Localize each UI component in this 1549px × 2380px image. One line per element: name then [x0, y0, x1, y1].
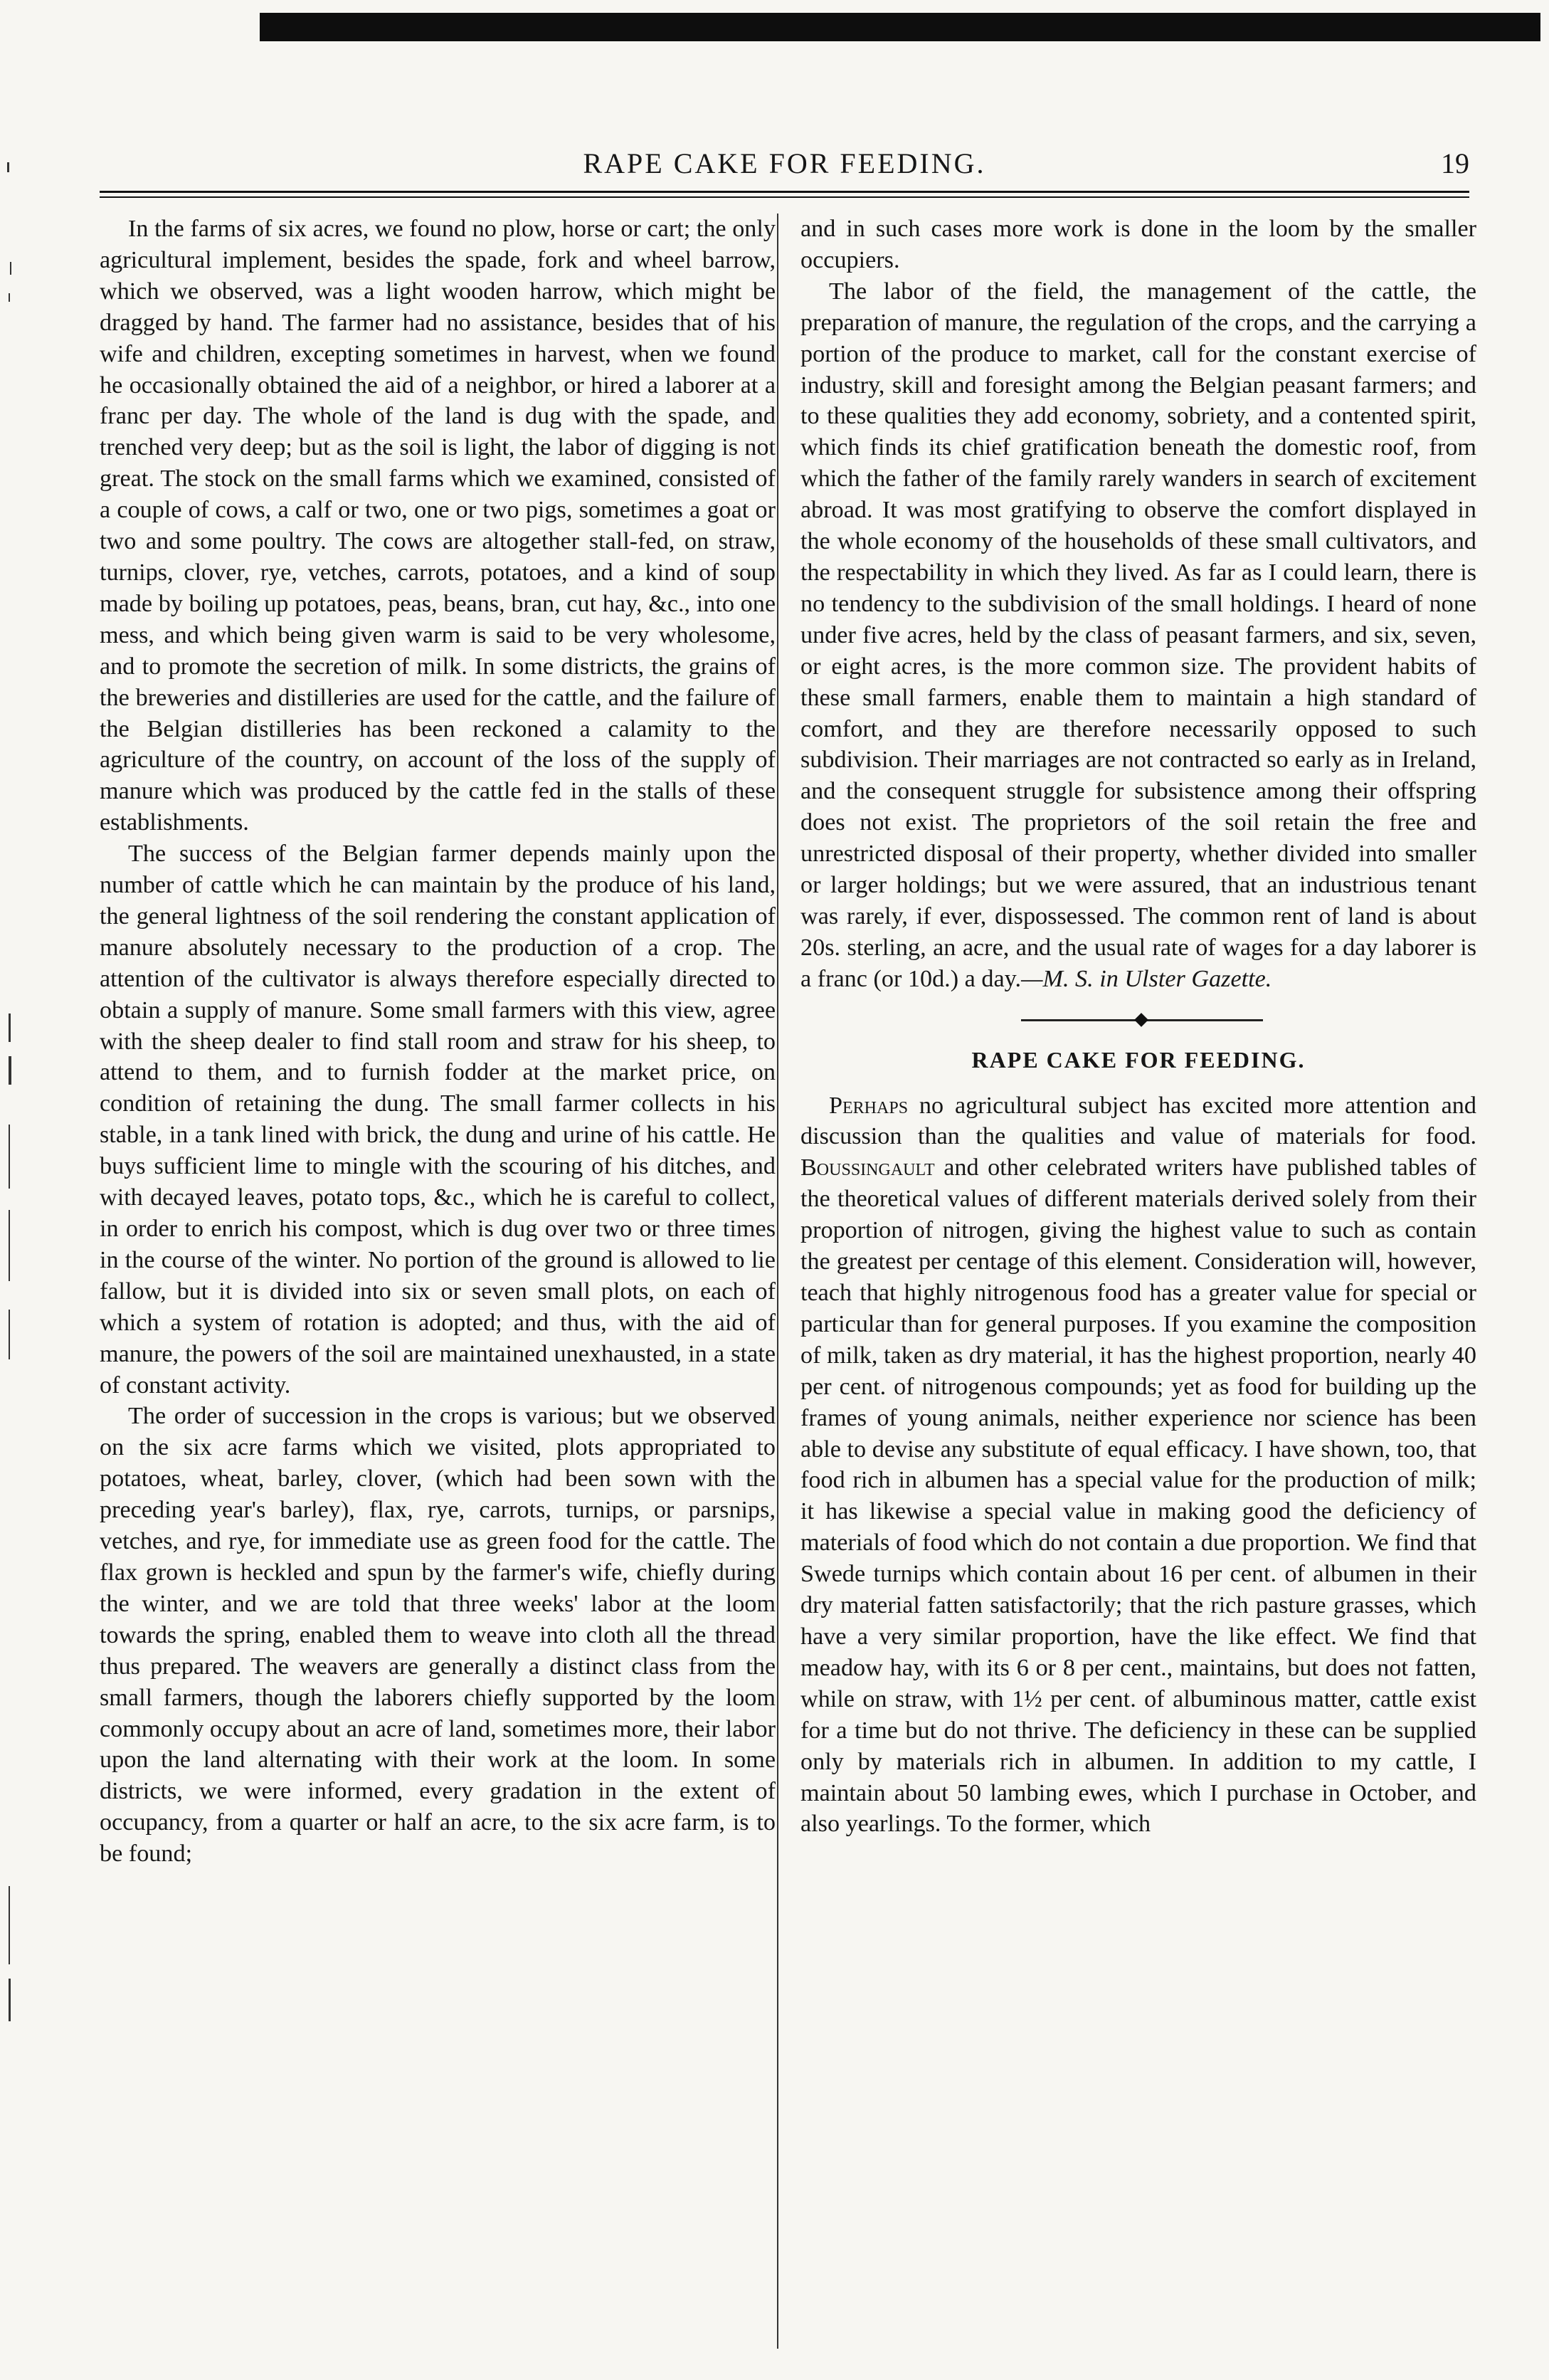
margin-marks	[0, 0, 57, 2380]
paragraph-text: and other celebrated writers have published tables of the theoretical values of different materials derived solely from their proportion of nitrogen, giving the highest value to such as contain the greatest per centage of this element. Consideration will, however, teach that highly nitrogenous food has a greater value for special or particular than for general purposes. If you examine the composition of milk, taken as dry material, it has the highest proportion, nearly 40 per cent. of nitrogenous compounds; yet as food for building up the frames of young animals, neither experience nor science has been able to devise any substitute of equal efficacy. I have shown, too, that food rich in albumen has a special value for the production of milk; it has likewise a special value in making good the deficiency of materials of food which do not contain a due proportion. We find that Swede turnips which contain about 16 per cent. of albumen in their dry material fatten satisfactorily; that the rich pasture grasses, which have a very similar proportion, have the like effect. We find that meadow hay, with its 6 or 8 per cent., maintains, but does not fatten, while on straw, with 1½ per cent. of albuminous matter, cattle exist for a time but do not thrive. The deficiency in these can be supplied only by materials rich in albumen. In addition to my cattle, I maintain about 50 lambing ewes, which I purchase in October, and also yearlings. To the former, which	[800, 1154, 1476, 1838]
drop-word: Perhaps	[829, 1092, 909, 1119]
margin-mark	[9, 1056, 11, 1085]
head-rule-thin	[100, 196, 1469, 198]
page-number: 19	[1441, 147, 1469, 179]
paragraph-text: no agricultural subject has excited more attention and discussion than the qualities and value of materials for food.	[800, 1092, 1476, 1150]
margin-mark	[9, 1310, 10, 1359]
paragraph-continuation: and in such cases more work is done in the loom by the smaller occupiers.	[800, 216, 1476, 273]
margin-mark	[10, 262, 11, 275]
column-divider	[777, 214, 778, 2349]
margin-mark	[9, 1979, 11, 2021]
paragraph	[800, 276, 1476, 995]
top-border-bar	[260, 13, 1540, 41]
ornament-diamond	[1134, 1013, 1148, 1027]
margin-mark	[7, 162, 9, 172]
margin-mark	[9, 1125, 10, 1189]
margin-mark	[9, 1210, 10, 1281]
running-title: RAPE CAKE FOR FEEDING.	[583, 147, 986, 179]
margin-mark	[9, 1013, 11, 1042]
right-column	[800, 214, 1476, 1840]
paragraph: The success of the Belgian farmer depends mainly upon the number of cattle which he can maintain by the produce of his land, the general lightness of the soil rendering the constant application of manure absolutely necessary to the production of a crop. The attention of the cultivator is always therefore especially directed to obtain a supply of manure. Some small farmers with this view, agree with the sheep dealer to find stall room and straw for his sheep, to attend to them, and to furnish fodder at the market price, on condition of retaining the dung. The small farmer collects in his stable, in a tank lined with brick, the dung and urine of his cattle. He buys sufficient lime to mingle with the scouring of his ditches, and with decayed leaves, potato tops, &c., which he is careful to collect, in order to enrich his compost, which is dug over two or three times in the course of the winter. No portion of the ground is allowed to lie fallow, but it is divided into six or seven small plots, on each of which a system of rotation is adopted; and thus, with the aid of manure, the powers of the soil are maintained unexhausted, in a state of constant activity.	[100, 841, 776, 1399]
author-name: Boussingault	[800, 1154, 935, 1181]
section-ornament	[800, 995, 1476, 1045]
paragraph: The order of succession in the crops is various; but we observed on the six acre farms which we visited, plots appropriated to potatoes, wheat, barley, clover, (which had been sown with the preceding year's barley), flax, rye, carrots, turnips, or parsnips, vetches, and rye, for immediate use as green food for the cattle. The flax grown is heckled and spun by the farmer's wife, chiefly during the winter, and we are told that three weeks' labor at the loom towards the spring, enabled them to weave into cloth all the thread thus prepared. The weavers are generally a distinct class from the small farmers, though the laborers chiefly supported by the loom commonly occupy about an acre of land, sometimes more, their labor upon the land alternating with their work at the loom. In some districts, we were informed, every gradation in the extent of occupancy, from a quarter or half an acre, to the six acre farm, is to be found;	[100, 1403, 776, 1868]
article-heading: RAPE CAKE FOR FEEDING.	[971, 1046, 1306, 1073]
margin-mark	[9, 293, 10, 302]
left-column	[100, 214, 776, 1870]
head-rule	[100, 191, 1469, 193]
paragraph: In the farms of six acres, we found no plow, horse or cart; the only agricultural implement, besides the spade, fork and wheel barrow, which we observed, was a light wooden harrow, which might be dragged by hand. The farmer had no assistance, besides that of his wife and children, excepting sometimes in harvest, when we found he occasionally obtained the aid of a neighbor, or hired a laborer at a franc per day. The whole of the land is dug with the spade, and trenched very deep; but as the soil is light, the labor of digging is not great. The stock on the small farms which we examined, consisted of a couple of cows, a calf or two, one or two pigs, sometimes a goat or two and some poultry. The cows are altogether stall-fed, on straw, turnips, clover, rye, vetches, carrots, potatoes, and a kind of soup made by boiling up potatoes, peas, beans, bran, cut hay, &c., into one mess, and which being given warm is said to be very wholesome, and to promote the secretion of milk. In some districts, the grains of the breweries and distilleries are used for the cattle, and the failure of the Belgian distilleries has been reckoned a calamity to the agriculture of the country, on account of the loss of the supply of manure which was produced by the cattle fed in the stalls of these establishments.	[100, 216, 776, 836]
paragraph	[800, 1090, 1476, 1841]
running-head	[100, 142, 1469, 185]
signature: —M. S. in Ulster Gazette.	[1021, 965, 1272, 992]
margin-mark	[9, 1886, 10, 1964]
paragraph-text: The labor of the field, the management of the cattle, the preparation of manure, the regulation of the crops, and the carrying a portion of the produce to market, call for the constant exercise of industry, skill and foresight among the Belgian peasant farmers; and to these qualities they add economy, sobriety, and a contented spirit, which finds its chief gratification beneath the domestic roof, from which the father of the family rarely wanders in search of excitement abroad. It was most gratifying to observe the comfort displayed in the whole economy of the households of these small cultivators, and the respectability in which they lived. As far as I could learn, there is no tendency to the subdivision of the small holdings. I heard of none under five acres, held by the class of peasant farmers, and six, seven, or eight acres, is the more common size. The provident habits of these small farmers, enable them to maintain a high standard of comfort, and they are therefore necessarily opposed to such subdivision. Their marriages are not contracted so early as in Ireland, and the consequent struggle for subsistence among their offspring does not exist. The proprietors of the soil retain the free and unrestricted disposal of their property, whether divided into smaller or larger holdings; but we were assured, that an industrious tenant was rarely, if ever, dispossessed. The common rent of land is about 20s. sterling, an acre, and the usual rate of wages for a day laborer is a franc (or 10d.) a day.	[800, 278, 1476, 992]
